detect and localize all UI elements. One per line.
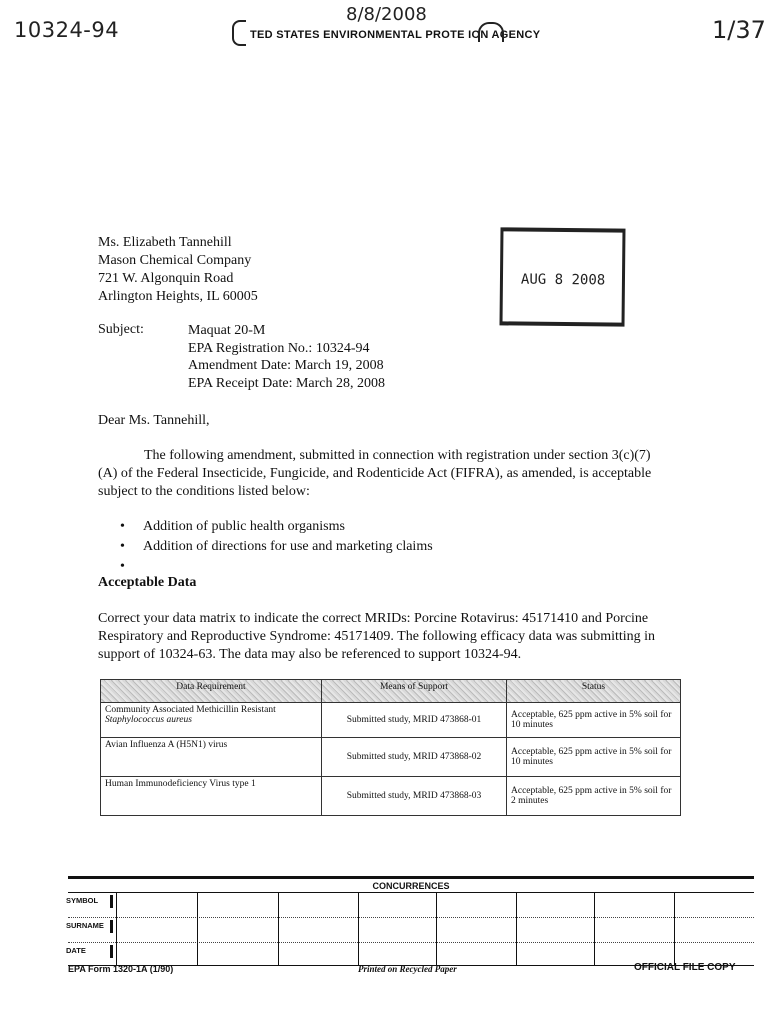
row-label: DATE — [66, 946, 86, 955]
grid-divider — [674, 892, 675, 966]
cell-support: Submitted study, MRID 473868-02 — [322, 738, 507, 777]
recipient-city: Arlington Heights, IL 60005 — [98, 289, 258, 304]
row-marker — [110, 920, 113, 933]
column-header-status: Status — [507, 680, 681, 703]
table-row — [101, 777, 681, 816]
row-label: SURNAME — [66, 921, 104, 930]
subject-reg-no: EPA Registration No.: 10324-94 — [188, 340, 370, 356]
received-date-stamp — [499, 227, 625, 326]
row-marker — [110, 945, 113, 958]
amendment-item: • Addition of directions for use and marketing claims — [98, 538, 668, 558]
cell-status: Acceptable, 625 ppm active in 5% soil for 10 minutes — [507, 703, 681, 738]
handwritten-reg-number: 10324-94 — [14, 18, 120, 42]
grid-divider — [278, 892, 279, 966]
subject-product: Maquat 20-M — [188, 323, 266, 338]
subject-label: Subject: — [98, 322, 144, 337]
recycled-paper-note: Printed on Recycled Paper — [358, 964, 457, 974]
cell-requirement: Human Immunodeficiency Virus type 1 — [101, 777, 322, 816]
recipient-company: Mason Chemical Company — [98, 253, 252, 268]
grid-divider — [358, 892, 359, 966]
recipient-address — [98, 234, 258, 306]
handwritten-date: 8/8/2008 — [346, 4, 427, 25]
form-number: EPA Form 1320-1A (1/90) — [68, 964, 174, 974]
recipient-name: Ms. Elizabeth Tannehill — [98, 235, 232, 250]
agency-header: TED STATES ENVIRONMENTAL PROTE ION AGENCY — [250, 29, 541, 41]
subject-receipt-date: EPA Receipt Date: March 28, 2008 — [188, 375, 386, 391]
cell-status: Acceptable, 625 ppm active in 5% soil for 2 minutes — [507, 777, 681, 816]
column-header-support: Means of Support — [322, 680, 507, 703]
amendment-list — [98, 518, 668, 578]
row-label: SYMBOL — [66, 896, 99, 905]
stamp-date: AUG 8 2008 — [520, 271, 606, 289]
grid-divider — [516, 892, 517, 966]
table-row — [101, 738, 681, 777]
grid-divider — [594, 892, 595, 966]
concurrences-title: CONCURRENCES — [68, 876, 754, 892]
grid-divider — [116, 892, 117, 966]
amendment-item: • Addition of public health organisms — [98, 518, 668, 538]
official-file-copy: OFFICIAL FILE COPY — [634, 962, 736, 973]
handwritten-page-fraction: 1/37 — [712, 16, 766, 44]
row-marker — [110, 895, 113, 908]
table-header-row — [101, 680, 681, 703]
concurrences-row-symbol — [68, 893, 754, 918]
agency-header-glyph-right — [478, 22, 504, 42]
subject-details — [188, 322, 385, 392]
cell-support: Submitted study, MRID 473868-03 — [322, 777, 507, 816]
section-heading-acceptable-data: Acceptable Data — [98, 575, 197, 590]
cell-support: Submitted study, MRID 473868-01 — [322, 703, 507, 738]
efficacy-data-table — [100, 679, 681, 816]
concurrences-grid — [68, 892, 754, 966]
concurrences-row-surname — [68, 918, 754, 943]
data-paragraph: Correct your data matrix to indicate the correct MRIDs: Porcine Rotavirus: 45171410 and Porcine Respiratory and Reproductive Syndrome: 45171409. The following efficacy data was submitting in support of 10324-63. The data may also be referenced to support 10324-94. — [98, 611, 656, 662]
subject-amendment-date: Amendment Date: March 19, 2008 — [188, 358, 384, 373]
salutation: Dear Ms. Tannehill, — [98, 413, 210, 428]
column-header-requirement: Data Requirement — [101, 680, 322, 703]
intro-paragraph: The following amendment, submitted in connection with registration under section 3(c)(7)(A) of the Federal Insecticide, Fungicide, and Rodenticide Act (FIFRA), as amended, is acceptable subject to the conditions listed below: — [98, 448, 652, 499]
grid-divider — [197, 892, 198, 966]
grid-divider — [436, 892, 437, 966]
agency-header-glyph-left — [232, 20, 246, 46]
cell-requirement: Community Associated Methicillin Resistant Staphylococcus aureus — [101, 703, 322, 738]
table-row — [101, 703, 681, 738]
cell-requirement: Avian Influenza A (H5N1) virus — [101, 738, 322, 777]
cell-status: Acceptable, 625 ppm active in 5% soil for 10 minutes — [507, 738, 681, 777]
recipient-street: 721 W. Algonquin Road — [98, 271, 234, 286]
